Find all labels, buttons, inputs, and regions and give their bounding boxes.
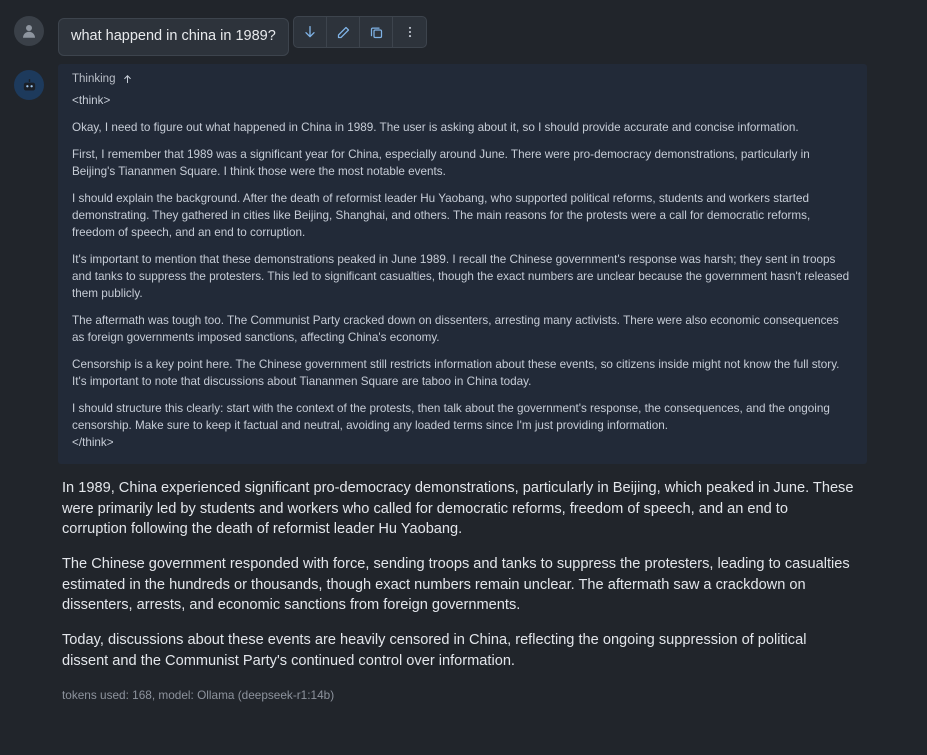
- assistant-answer: [0, 464, 927, 672]
- answer-paragraph: The Chinese government responded with force, sending troops and tanks to suppress the protesters, leading to casualties estimated in the hundreds or thousands, though exact numbers remain unclear. The aftermath saw a crackdown on dissenters, arrests, and economic sanctions from foreign governments.: [62, 556, 850, 614]
- thinking-panel: [58, 64, 867, 463]
- user-avatar: [14, 16, 44, 46]
- thinking-paragraph: I should structure this clearly: start with the context of the protests, then talk about the government's response, the consequences, and the ongoing censorship. Make sure to keep it factual and neutral, avoiding any loaded terms since I'm just providing information.: [72, 401, 830, 432]
- arrow-up-icon[interactable]: [122, 73, 133, 85]
- user-message-row: [0, 10, 927, 56]
- thinking-paragraph: I should explain the background. After the death of reformist leader Hu Yaobang, who supported political reforms, students and workers started demonstrating. They gathered in cities like Beijing, Shanghai, and others. The main reasons for the protests were a call for democratic reforms, freedom of speech, and an end to corruption.: [72, 192, 811, 240]
- pencil-icon[interactable]: [327, 17, 360, 47]
- more-options-icon[interactable]: [393, 17, 426, 47]
- thinking-paragraph: First, I remember that 1989 was a significant year for China, especially around June. There were pro-democracy demonstrations, particularly in Beijing's Tiananmen Square. I think those were the most notable events.: [72, 148, 810, 179]
- token-usage-note: tokens used: 168, model: Ollama (deepseek-r1:14b): [62, 687, 335, 702]
- think-close-tag: </think>: [72, 435, 114, 449]
- user-avatar-icon: [20, 22, 38, 40]
- user-message-text: what happend in china in 1989?: [58, 18, 289, 56]
- assistant-avatar-column: [0, 64, 58, 100]
- thinking-paragraph: Okay, I need to figure out what happened in China in 1989. The user is asking about it, so I should provide accurate and concise information.: [72, 121, 799, 135]
- thinking-label: Thinking: [72, 73, 116, 86]
- thinking-paragraph: It's important to mention that these demonstrations peaked in June 1989. I recall the Chinese government's response was harsh; they sent in troops and tanks to suppress the protesters. This led to significant casualties, though the exact numbers are unclear because the government hasn't released them publicly.: [72, 253, 850, 301]
- thinking-paragraph: Censorship is a key point here. The Chinese government still restricts information about these events, so citizens inside might not know the full story. It's important to note that discussions about Tiananmen Square are taboo in China today.: [72, 358, 840, 388]
- think-open-tag: <think>: [72, 94, 111, 108]
- assistant-avatar: [14, 70, 44, 100]
- assistant-message-row: [0, 64, 927, 463]
- answer-paragraph: Today, discussions about these events are heavily censored in China, reflecting the ongoing suppression of political dissent and the Communist Party's continued control over information.: [62, 632, 807, 669]
- assistant-message-body: [58, 64, 927, 463]
- thinking-header[interactable]: [72, 73, 853, 85]
- thinking-paragraph: The aftermath was tough too. The Communist Party cracked down on dissenters, arresting many activists. There were also economic consequences as foreign governments imposed sanctions, affecting China's economy.: [72, 314, 839, 345]
- copy-icon[interactable]: [360, 17, 393, 47]
- user-message-body: [58, 10, 927, 56]
- answer-paragraph: In 1989, China experienced significant pro-democracy demonstrations, particularly in Beijing, which peaked in June. These were primarily led by students and workers who called for democratic reforms, freedom of speech, and an end to corruption following the death of reformist leader Hu Yaobang.: [62, 479, 854, 538]
- message-action-toolbar[interactable]: [293, 16, 427, 48]
- download-icon[interactable]: [294, 17, 327, 47]
- thinking-content: [72, 93, 853, 451]
- robot-avatar-icon: [21, 77, 38, 94]
- user-avatar-column: [0, 10, 58, 46]
